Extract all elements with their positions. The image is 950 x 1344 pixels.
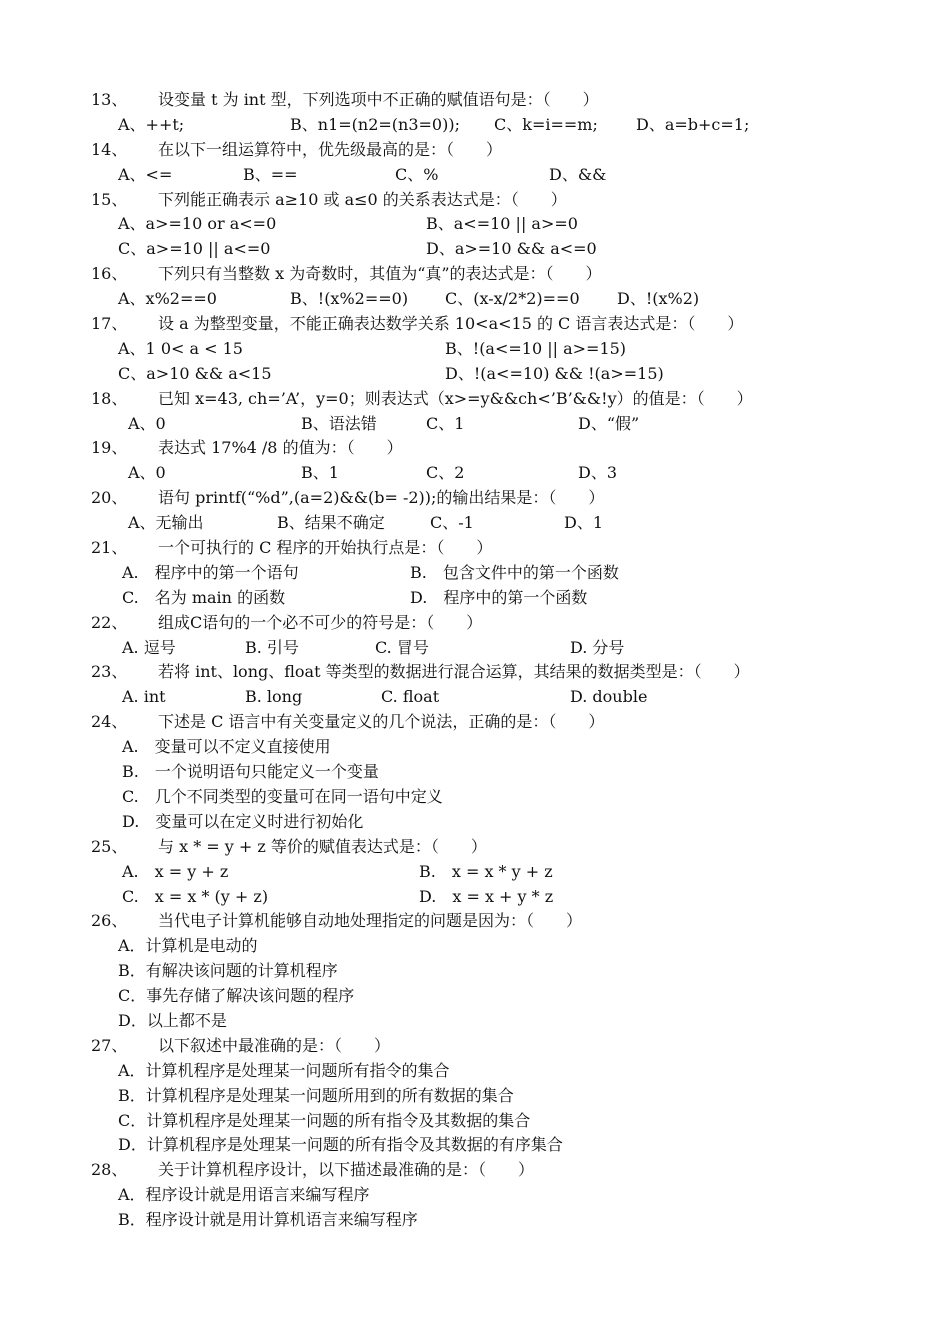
answer-option: A、0 bbox=[128, 463, 166, 483]
question-number: 17、 bbox=[91, 314, 128, 334]
option-row bbox=[0, 212, 950, 237]
option-row bbox=[0, 810, 950, 835]
answer-option: D. 分号 bbox=[570, 637, 625, 657]
option-row bbox=[0, 1009, 950, 1034]
option-row bbox=[0, 337, 950, 362]
answer-option: A、无输出 bbox=[128, 513, 204, 533]
answer-option: B、n1=(n2=(n3=0)); bbox=[290, 114, 460, 134]
option-row bbox=[0, 885, 950, 910]
answer-option: D、!(x%2) bbox=[617, 289, 700, 309]
question-text: 以下叙述中最准确的是：（ ） bbox=[158, 1035, 391, 1055]
question-number: 26、 bbox=[91, 911, 128, 931]
answer-option: B、a<=10 || a>=0 bbox=[426, 214, 578, 234]
question-text: 下述是 C 语言中有关变量定义的几个说法，正确的是：（ ） bbox=[158, 712, 605, 732]
answer-option: A. 程序中的第一个语句 bbox=[122, 562, 299, 582]
option-row bbox=[0, 113, 950, 138]
question-number: 25、 bbox=[91, 836, 128, 856]
answer-option: B. long bbox=[245, 687, 303, 707]
option-row bbox=[0, 1084, 950, 1109]
answer-option: A、0 bbox=[128, 413, 166, 433]
question-number: 14、 bbox=[91, 139, 128, 159]
answer-option: A、++t; bbox=[118, 114, 185, 134]
answer-option: C、1 bbox=[426, 413, 465, 433]
question-row bbox=[0, 188, 950, 213]
answer-option: D. 程序中的第一个函数 bbox=[410, 587, 588, 607]
answer-option: D、a=b+c=1; bbox=[636, 114, 750, 134]
answer-option: A、1 0< a < 15 bbox=[118, 338, 243, 358]
answer-option: A．计算机程序是处理某一问题所有指令的集合 bbox=[118, 1060, 450, 1080]
answer-option: C．事先存储了解决该问题的程序 bbox=[118, 986, 355, 1006]
question-row bbox=[0, 262, 950, 287]
option-row bbox=[0, 760, 950, 785]
answer-option: A、x%2==0 bbox=[118, 289, 217, 309]
option-row bbox=[0, 1059, 950, 1084]
answer-option: C. 几个不同类型的变量可在同一语句中定义 bbox=[122, 786, 443, 806]
question-text: 设变量 t 为 int 型，下列选项中不正确的赋值语句是：（ ） bbox=[158, 90, 599, 109]
question-text: 若将 int、long、float 等类型的数据进行混合运算，其结果的数据类型是：（ ） bbox=[158, 662, 750, 682]
question-row bbox=[0, 710, 950, 735]
answer-option: B. 包含文件中的第一个函数 bbox=[410, 562, 619, 582]
question-text: 已知 x=43, ch=’A’，y=0；则表达式（x>=y&&ch<’B’&&!y）的值是：（ ） bbox=[158, 388, 753, 408]
question-row bbox=[0, 611, 950, 636]
answer-option: B、结果不确定 bbox=[277, 513, 385, 533]
answer-option: D. double bbox=[570, 687, 648, 707]
answer-option: B. x = x * y + z bbox=[419, 861, 553, 881]
answer-option: D．计算机程序是处理某一问题的所有指令及其数据的有序集合 bbox=[118, 1135, 563, 1155]
question-row bbox=[0, 387, 950, 412]
question-row bbox=[0, 436, 950, 461]
question-row bbox=[0, 138, 950, 163]
answer-option: C、(x-x/2*2)==0 bbox=[445, 289, 580, 309]
option-row bbox=[0, 1208, 950, 1233]
option-row bbox=[0, 984, 950, 1009]
answer-option: A．计算机是电动的 bbox=[118, 936, 258, 956]
answer-option: D. x = x + y * z bbox=[419, 886, 554, 906]
answer-option: C、k=i==m; bbox=[494, 114, 598, 134]
option-row bbox=[0, 237, 950, 262]
question-row bbox=[0, 536, 950, 561]
option-row bbox=[0, 461, 950, 486]
option-row bbox=[0, 586, 950, 611]
question-text: 下列只有当整数 x 为奇数时，其值为“真”的表达式是：（ ） bbox=[158, 264, 602, 284]
option-row bbox=[0, 860, 950, 885]
question-number: 21、 bbox=[91, 538, 128, 558]
answer-option: A. int bbox=[122, 687, 166, 707]
question-text: 与 x * = y + z 等价的赋值表达式是：（ ） bbox=[158, 836, 487, 856]
answer-option: C、a>10 && a<15 bbox=[118, 363, 272, 383]
answer-option: B、1 bbox=[301, 463, 339, 483]
question-row bbox=[0, 909, 950, 934]
question-text: 组成C语句的一个必不可少的符号是：（ ） bbox=[158, 612, 483, 632]
question-number: 18、 bbox=[91, 388, 128, 408]
question-row bbox=[0, 1034, 950, 1059]
answer-option: A. 逗号 bbox=[122, 637, 176, 657]
question-text: 当代电子计算机能够自动地处理指定的问题是因为：（ ） bbox=[158, 911, 583, 931]
answer-option: B、!(x%2==0) bbox=[290, 289, 409, 309]
answer-option: D、!(a<=10) && !(a>=15) bbox=[445, 363, 664, 383]
answer-option: B. 一个说明语句只能定义一个变量 bbox=[122, 762, 379, 782]
option-row bbox=[0, 735, 950, 760]
question-number: 23、 bbox=[91, 662, 128, 682]
answer-option: C、2 bbox=[426, 463, 465, 483]
option-row bbox=[0, 685, 950, 710]
option-row bbox=[0, 1109, 950, 1134]
answer-option: C. x = x * (y + z) bbox=[122, 886, 269, 906]
answer-option: D、3 bbox=[578, 463, 618, 483]
answer-option: A、a>=10 or a<=0 bbox=[118, 214, 277, 234]
question-text: 一个可执行的 C 程序的开始执行点是：（ ） bbox=[158, 538, 493, 558]
answer-option: C、-1 bbox=[430, 513, 474, 533]
question-text: 下列能正确表示 a≥10 或 a≤0 的关系表达式是：（ ） bbox=[158, 189, 567, 209]
answer-option: B、== bbox=[243, 164, 298, 184]
option-row bbox=[0, 1183, 950, 1208]
question-row bbox=[0, 312, 950, 337]
answer-option: C. float bbox=[381, 687, 440, 707]
answer-option: C、a>=10 || a<=0 bbox=[118, 239, 271, 259]
question-row bbox=[0, 1158, 950, 1183]
option-row bbox=[0, 511, 950, 536]
answer-option: D、a>=10 && a<=0 bbox=[426, 239, 597, 259]
answer-option: B、!(a<=10 || a>=15) bbox=[445, 338, 627, 358]
question-number: 13、 bbox=[91, 90, 128, 109]
question-text: 表达式 17%4 /8 的值为：（ ） bbox=[158, 438, 403, 458]
answer-option: C. 名为 main 的函数 bbox=[122, 587, 286, 607]
answer-option: B．计算机程序是处理某一问题所用到的所有数据的集合 bbox=[118, 1085, 514, 1105]
answer-option: B、语法错 bbox=[301, 413, 377, 433]
answer-option: D、&& bbox=[549, 164, 607, 184]
question-number: 22、 bbox=[91, 612, 128, 632]
question-text: 语句 printf(“%d”,(a=2)&&(b= -2));的输出结果是：（ ） bbox=[158, 488, 605, 508]
option-row bbox=[0, 934, 950, 959]
option-row bbox=[0, 636, 950, 661]
option-row bbox=[0, 163, 950, 188]
option-row bbox=[0, 412, 950, 437]
answer-option: D、1 bbox=[564, 513, 604, 533]
answer-option: B．有解决该问题的计算机程序 bbox=[118, 961, 338, 981]
answer-option: A. 变量可以不定义直接使用 bbox=[122, 737, 331, 757]
question-row bbox=[0, 486, 950, 511]
answer-option: D. 变量可以在定义时进行初始化 bbox=[122, 811, 364, 831]
answer-option: B．程序设计就是用计算机语言来编写程序 bbox=[118, 1210, 418, 1230]
answer-option: C. 冒号 bbox=[375, 637, 429, 657]
question-number: 16、 bbox=[91, 264, 128, 284]
option-row bbox=[0, 561, 950, 586]
question-number: 19、 bbox=[91, 438, 128, 458]
answer-option: A. x = y + z bbox=[122, 861, 229, 881]
question-row bbox=[0, 88, 950, 113]
answer-option: D．以上都不是 bbox=[118, 1010, 227, 1030]
question-text: 关于计算机程序设计，以下描述最准确的是：（ ） bbox=[158, 1160, 535, 1180]
question-row bbox=[0, 660, 950, 685]
answer-option: D、“假” bbox=[578, 413, 640, 433]
option-row bbox=[0, 1133, 950, 1158]
question-number: 24、 bbox=[91, 712, 128, 732]
answer-option: A．程序设计就是用语言来编写程序 bbox=[118, 1185, 370, 1205]
answer-option: A、<= bbox=[118, 164, 173, 184]
question-text: 在以下一组运算符中，优先级最高的是：（ ） bbox=[158, 139, 503, 159]
question-number: 28、 bbox=[91, 1160, 128, 1180]
question-text: 设 a 为整型变量，不能正确表达数学关系 10<a<15 的 C 语言表达式是：（ ） bbox=[158, 314, 744, 334]
answer-option: B. 引号 bbox=[245, 637, 299, 657]
question-number: 27、 bbox=[91, 1035, 128, 1055]
exam-page bbox=[0, 88, 950, 1233]
option-row bbox=[0, 287, 950, 312]
answer-option: C．计算机程序是处理某一问题的所有指令及其数据的集合 bbox=[118, 1110, 531, 1130]
question-number: 20、 bbox=[91, 488, 128, 508]
answer-option: C、% bbox=[395, 164, 439, 184]
question-row bbox=[0, 835, 950, 860]
option-row bbox=[0, 959, 950, 984]
option-row bbox=[0, 362, 950, 387]
option-row bbox=[0, 785, 950, 810]
question-number: 15、 bbox=[91, 189, 128, 209]
